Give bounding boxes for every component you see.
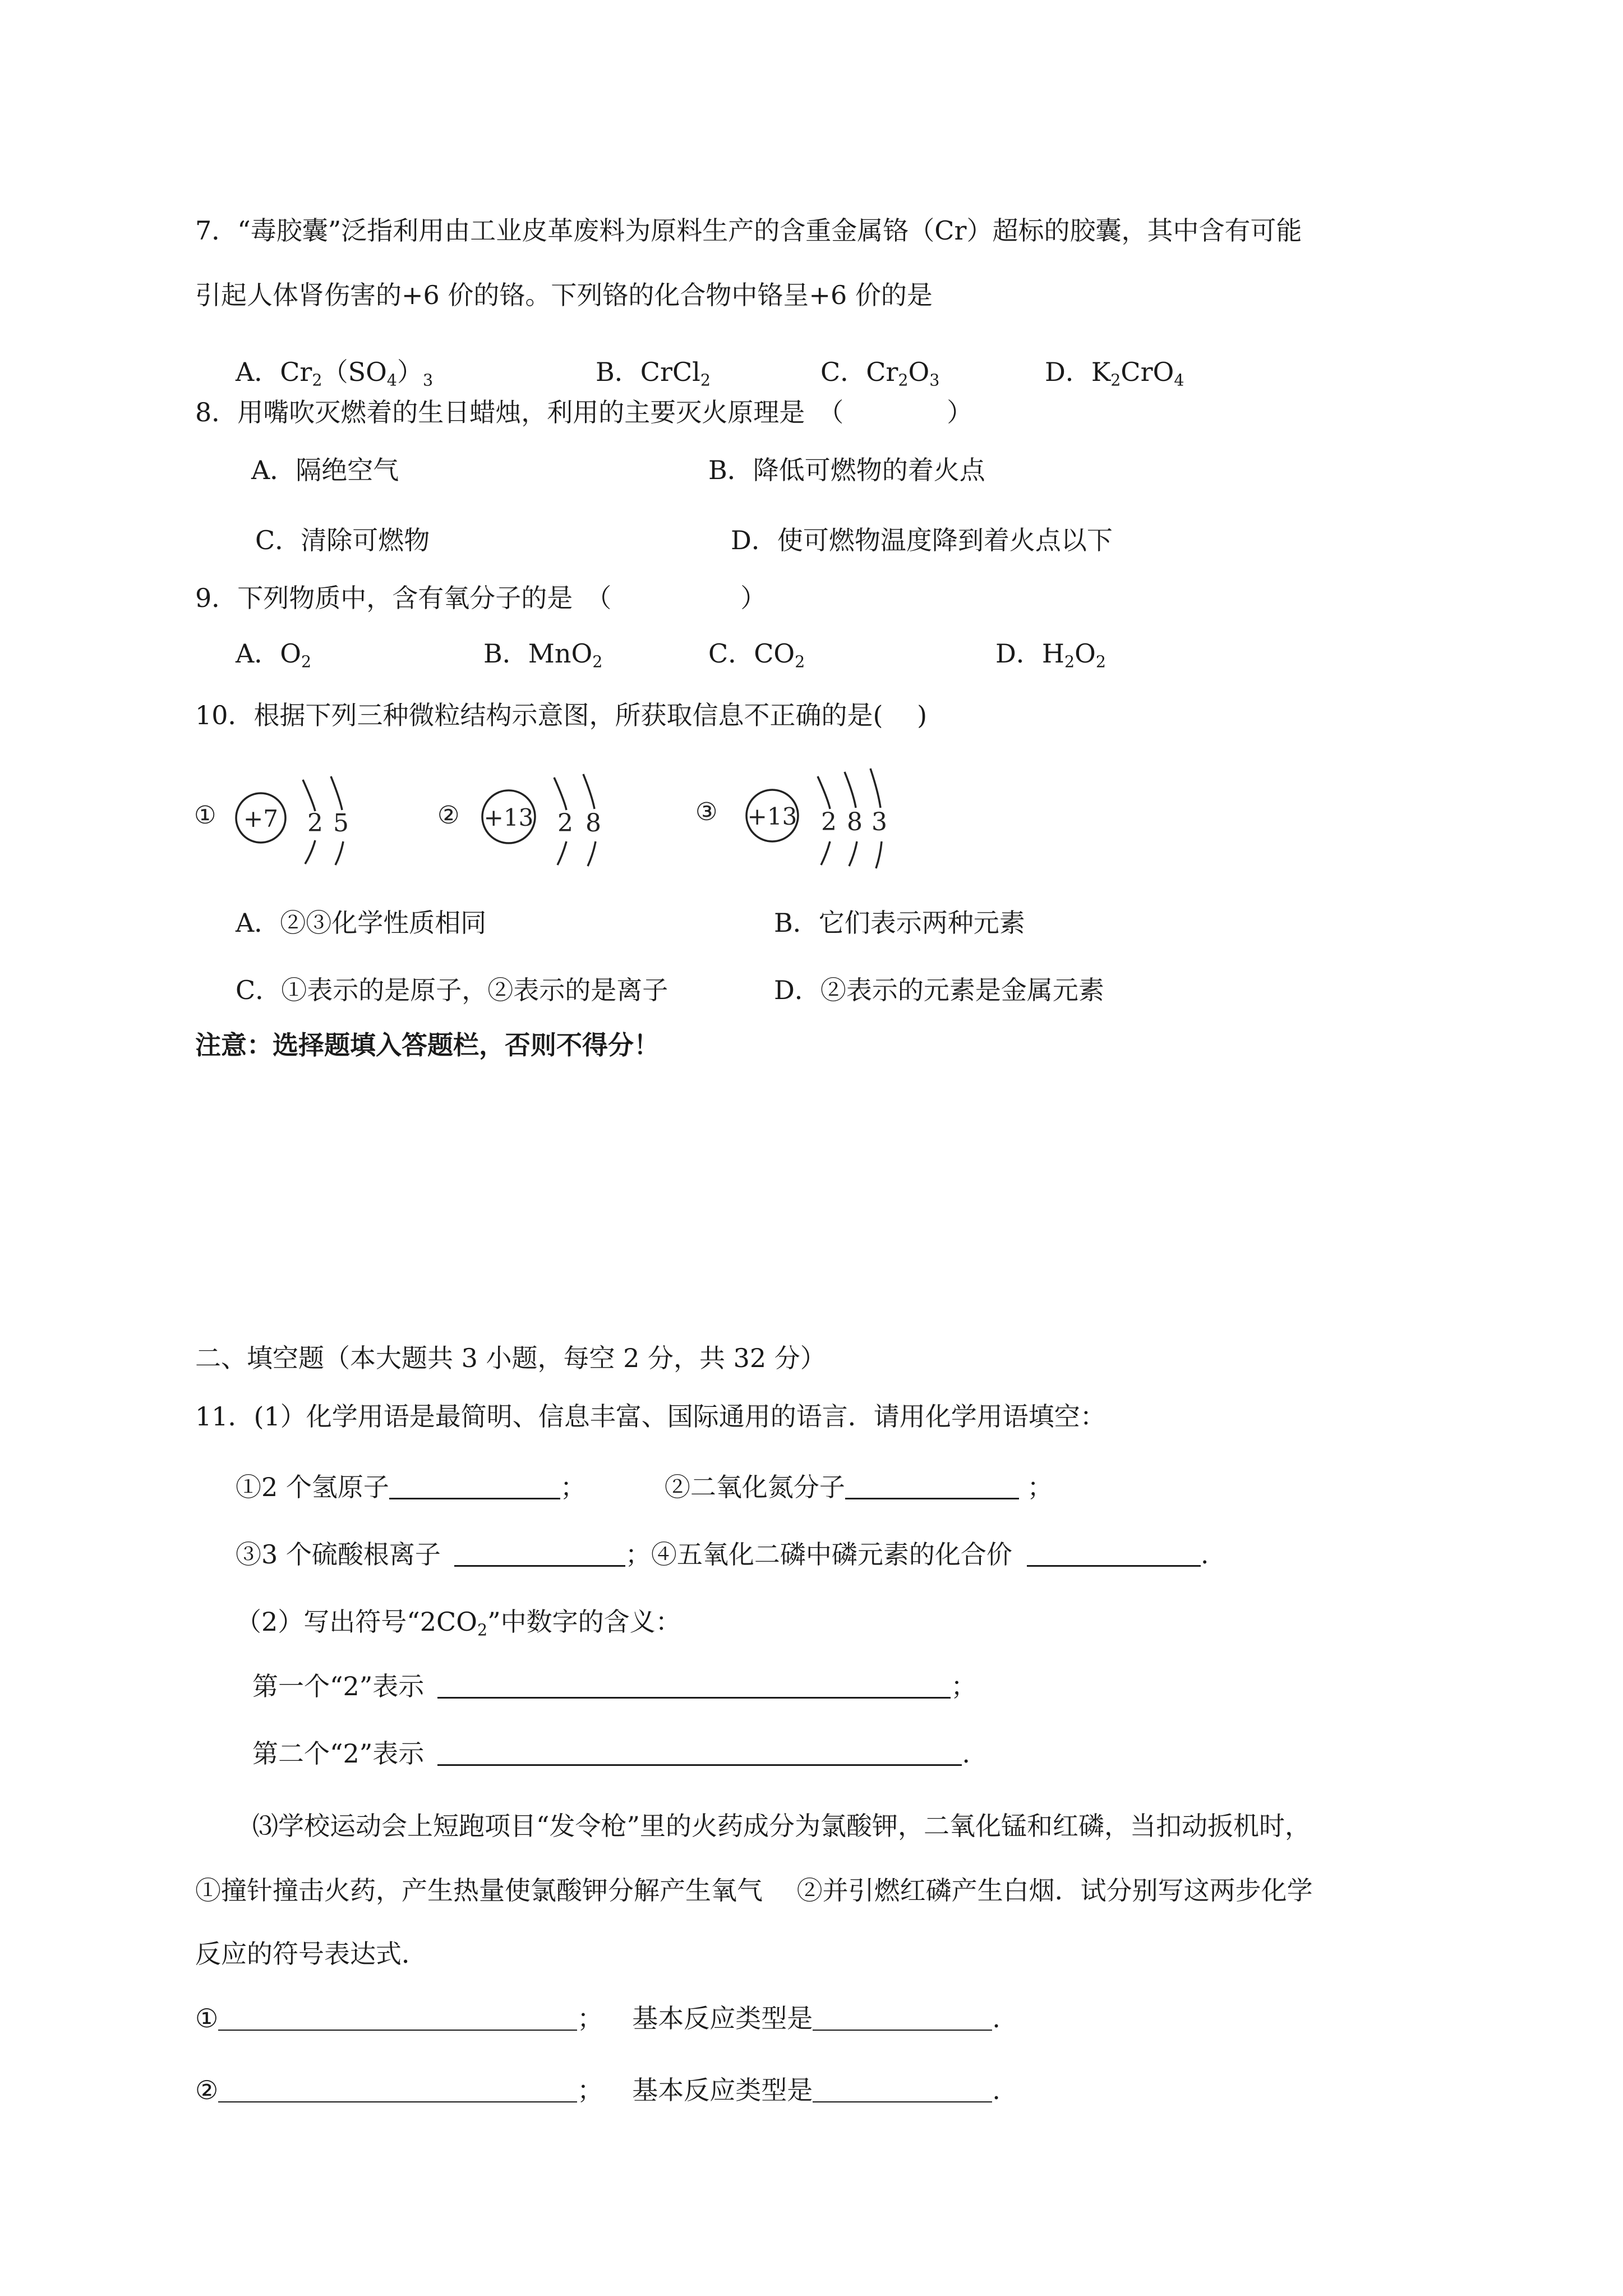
- q9-option-b: B．MnO$_2$: [483, 638, 603, 671]
- blank-phosphorus-valence[interactable]: [1027, 1565, 1201, 1567]
- q8-stem: 8．用嘴吹灭燃着的生日蜡烛，利用的主要灭火原理是 （ ）: [195, 397, 973, 427]
- q7-option-b: B．CrCl$_2$: [596, 357, 711, 390]
- second-2-label: 第二个“2”表示: [252, 1738, 425, 1769]
- atomic-structure-diagrams: [191, 757, 920, 875]
- q7-option-c: C．$Cr_2O_3$: [820, 357, 940, 390]
- q7-stem-line1: 7．“毒胶囊”泛指利用由工业皮革废料为原料生产的含重金属铬（Cr）超标的胶囊，其中含有可能: [195, 215, 1302, 246]
- reaction-1-label: ①: [195, 2003, 219, 2033]
- period-1: .: [1200, 1539, 1209, 1570]
- reaction-2-label: ②: [195, 2075, 219, 2105]
- atom-1-label: ①: [194, 801, 216, 830]
- sep-1: ；: [560, 1472, 586, 1502]
- q7-option-d: D．$K_2CrO_4$: [1045, 357, 1184, 390]
- atom-diagram-1: [194, 776, 349, 865]
- q8-option-b: B．降低可燃物的着火点: [708, 455, 985, 485]
- q11-row-1: [236, 1474, 1053, 1500]
- atom-diagram-3: [695, 769, 887, 868]
- q9-stem: 9．下列物质中，含有氧分子的是 （ ）: [195, 583, 767, 613]
- q10-option-d: D．②表示的元素是金属元素: [774, 975, 1104, 1005]
- blank-first-2[interactable]: [437, 1697, 951, 1699]
- item-no2-molecule: ②二氧化氮分子: [664, 1472, 845, 1502]
- atom-3-shell-1: 2: [821, 808, 837, 836]
- first-2-label: 第一个“2”表示: [252, 1671, 425, 1701]
- atom-3-shell-3: 3: [872, 808, 887, 836]
- blank-second-2[interactable]: [437, 1764, 962, 1766]
- reaction-1-row: [195, 2005, 1000, 2031]
- atom-3-nucleus: +13: [747, 803, 797, 830]
- item-hydrogen-atoms: ①2 个氢原子: [236, 1472, 389, 1502]
- q11-2-first: [252, 1673, 976, 1699]
- atom-1-shell-2: 5: [333, 809, 349, 838]
- blank-hydrogen-atoms[interactable]: [389, 1498, 560, 1499]
- period-3: .: [992, 2003, 1000, 2033]
- q11-row-2: [236, 1539, 1209, 1570]
- q8-option-a: A．隔绝空气: [251, 455, 399, 485]
- q11-2-stem: （2）写出符号“$2CO_2$”中数字的含义：: [236, 1607, 681, 1640]
- reaction-1-type-label: 基本反应类型是: [632, 2003, 813, 2033]
- sep-5: ；: [577, 2075, 603, 2105]
- q11-2-second: [252, 1738, 970, 1769]
- blank-reaction-2[interactable]: [218, 2101, 577, 2102]
- q8-option-d: D．使可燃物温度降到着火点以下: [731, 525, 1113, 555]
- item-phosphorus-valence: ；④五氧化二磷中磷元素的化合价: [625, 1539, 1012, 1570]
- sep-2: ；: [1018, 1472, 1053, 1502]
- period-2: .: [962, 1738, 970, 1769]
- blank-sulfate-ions[interactable]: [454, 1565, 625, 1567]
- q8-option-c: C．清除可燃物: [255, 525, 430, 555]
- sep-4: ；: [577, 2003, 603, 2033]
- atom-2-shell-2: 8: [585, 809, 601, 838]
- notice: 注意：选择题填入答题栏，否则不得分！: [195, 1030, 660, 1060]
- blank-no2-molecule[interactable]: [845, 1498, 1019, 1499]
- q7-stem-line2: 引起人体肾伤害的+6 价的铬。下列铬的化合物中铬呈+6 价的是: [195, 280, 933, 310]
- atom-2-label: ②: [437, 801, 460, 830]
- blank-reaction-1[interactable]: [218, 2030, 577, 2031]
- atom-3-shell-2: 8: [847, 808, 863, 836]
- q11-1-stem: 11．(1）化学用语是最简明、信息丰富、国际通用的语言．请用化学用语填空：: [195, 1401, 1106, 1432]
- atom-1-shell-1: 2: [307, 809, 323, 838]
- q11-3-line2: ①撞针撞击火药，产生热量使氯酸钾分解产生氧气 ②并引燃红磷产生白烟．试分别写这两步化学: [195, 1875, 1313, 1906]
- q11-3-line3: 反应的符号表达式．: [195, 1939, 427, 1969]
- atom-2-shell-1: 2: [557, 809, 573, 838]
- q9-option-c: C．$CO_2$: [708, 638, 805, 671]
- q7-option-a: A．$Cr_2(SO_4)_3$: [236, 357, 434, 390]
- q9-option-a: A．$O_2$: [236, 638, 312, 671]
- q9-option-d: D．$H_2O_2$: [995, 638, 1106, 671]
- q10-stem: 10．根据下列三种微粒结构示意图，所获取信息不正确的是( ): [195, 700, 928, 730]
- reaction-2-type-label: 基本反应类型是: [632, 2075, 813, 2105]
- blank-reaction-1-type[interactable]: [813, 2030, 992, 2031]
- blank-reaction-2-type[interactable]: [813, 2101, 992, 2102]
- q10-option-b: B．它们表示两种元素: [774, 908, 1025, 938]
- sep-3: ；: [951, 1671, 977, 1701]
- q10-option-c: C．①表示的是原子，②表示的是离子: [236, 975, 668, 1005]
- item-sulfate-ions: ③3 个硫酸根离子: [236, 1539, 441, 1570]
- atom-3-label: ③: [695, 798, 718, 826]
- q11-3-line1: ⑶学校运动会上短跑项目“发令枪”里的火药成分为氯酸钾，二氧化锰和红磷，当扣动扳机时，: [252, 1811, 1311, 1841]
- q10-option-a: A．②③化学性质相同: [236, 908, 487, 938]
- period-4: .: [992, 2075, 1000, 2105]
- atom-diagram-2: [437, 774, 601, 866]
- section2-title: 二、填空题（本大题共 3 小题，每空 2 分，共 32 分）: [195, 1343, 826, 1373]
- atom-2-nucleus: +13: [483, 804, 534, 831]
- reaction-2-row: [195, 2077, 1000, 2103]
- atom-1-nucleus: +7: [243, 805, 278, 832]
